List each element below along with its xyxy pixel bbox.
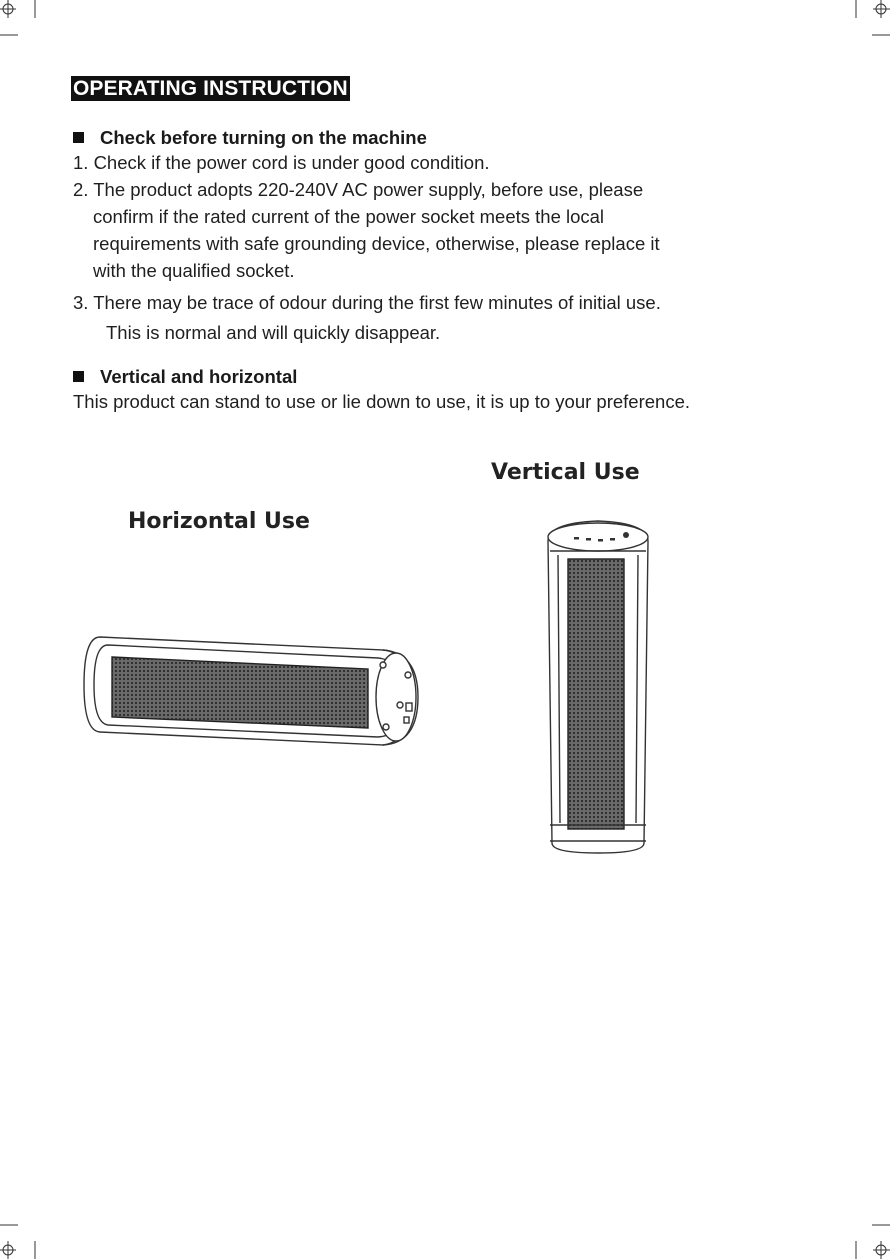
section-heading-orientation xyxy=(73,366,297,388)
horizontal-use-label: Horizontal Use xyxy=(128,509,310,534)
instruction-line: 3. There may be trace of odour during the first few minutes of initial use. xyxy=(73,292,661,313)
crop-mark-top-right xyxy=(850,0,890,40)
instruction-line: confirm if the rated current of the power socket meets the local xyxy=(93,206,605,227)
section-heading-text: Vertical and horizontal xyxy=(100,366,298,387)
vertical-use-label: Vertical Use xyxy=(491,460,640,485)
square-bullet-icon xyxy=(73,132,84,143)
horizontal-heater-illustration xyxy=(78,625,428,760)
instruction-line: requirements with safe grounding device, otherwise, please replace it xyxy=(93,233,660,254)
instruction-line: This is normal and will quickly disappear. xyxy=(106,322,441,343)
section-heading-text: Check before turning on the machine xyxy=(100,127,427,148)
page-title: OPERATING INSTRUCTION xyxy=(73,77,348,100)
crop-mark-bottom-right xyxy=(850,1219,890,1259)
instruction-line: 1. Check if the power cord is under good condition. xyxy=(73,152,490,173)
vertical-heater-illustration xyxy=(540,515,660,865)
square-bullet-icon xyxy=(73,371,84,382)
crop-mark-top-left xyxy=(0,0,40,40)
instruction-line: with the qualified socket. xyxy=(93,260,295,281)
orientation-description: This product can stand to use or lie down to use, it is up to your preference. xyxy=(73,391,691,412)
section-heading-check xyxy=(73,127,427,149)
instruction-line: 2. The product adopts 220-240V AC power supply, before use, please xyxy=(73,179,644,200)
crop-mark-bottom-left xyxy=(0,1219,40,1259)
